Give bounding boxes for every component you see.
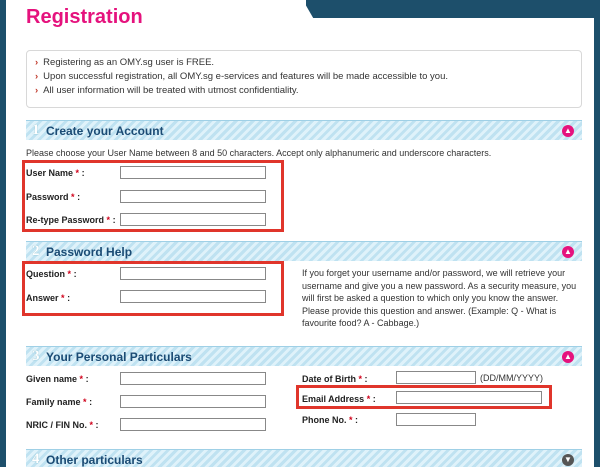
phone-label: Phone No. * : (302, 415, 359, 425)
given-name-label: Given name * : (26, 374, 89, 384)
dob-label: Date of Birth * : (302, 374, 368, 384)
password-label: Password * : (26, 192, 81, 202)
dob-format-hint: (DD/MM/YYYY) (480, 373, 543, 383)
nric-input[interactable] (120, 418, 266, 431)
section-number: 4 (32, 451, 40, 467)
highlight-box-password-help (22, 261, 284, 316)
highlight-box-email (296, 385, 552, 409)
section-header-create-account[interactable] (26, 120, 582, 140)
expand-down-icon[interactable]: ▼ (562, 454, 574, 466)
question-label: Question * : (26, 269, 77, 279)
section-title: Create your Account (46, 124, 164, 138)
intro-item: › Upon successful registration, all OMY.sg e-services and features will be made accessible to you. (35, 70, 573, 84)
intro-item: › All user information will be treated with utmost confidentiality. (35, 84, 573, 98)
section-title: Your Personal Particulars (46, 350, 192, 364)
family-name-input[interactable] (120, 395, 266, 408)
phone-input[interactable] (396, 413, 476, 426)
section-header-personal-particulars[interactable] (26, 346, 582, 366)
section-number: 1 (32, 122, 40, 138)
section-number: 2 (32, 243, 40, 259)
retype-password-label: Re-type Password * : (26, 215, 116, 225)
email-label: Email Address * : (302, 394, 376, 404)
collapse-up-icon[interactable]: ▲ (562, 246, 574, 258)
collapse-up-icon[interactable]: ▲ (562, 351, 574, 363)
section-header-password-help[interactable] (26, 241, 582, 261)
intro-box (26, 50, 582, 108)
section-number: 3 (32, 348, 40, 364)
username-help-text: Please choose your User Name between 8 and 50 characters. Accept only alphanumeric and underscore characters. (26, 148, 492, 158)
password-help-explanation: If you forget your username and/or password, we will retrieve your username and give you a new password. As a security measure, you will first be asked a question to which only you know the answer. Please provide this question and answer. (Example: Q - What is favourite food? A - Cabbage.) (302, 268, 577, 328)
section-title: Password Help (46, 245, 133, 259)
section-title: Other particulars (46, 453, 143, 467)
intro-item: › Registering as an OMY.sg user is FREE. (35, 56, 573, 70)
username-label: User Name * : (26, 168, 85, 178)
family-name-label: Family name * : (26, 397, 93, 407)
given-name-input[interactable] (120, 372, 266, 385)
page-title: Registration (26, 6, 143, 28)
title-tab (6, 0, 306, 34)
highlight-box-account (22, 160, 284, 232)
answer-label: Answer * : (26, 293, 71, 303)
dob-input[interactable] (396, 371, 476, 384)
title-tab-edge (300, 0, 594, 18)
nric-label: NRIC / FIN No. * : (26, 420, 99, 430)
collapse-up-icon[interactable]: ▲ (562, 125, 574, 137)
section-header-other-particulars[interactable] (26, 449, 582, 467)
